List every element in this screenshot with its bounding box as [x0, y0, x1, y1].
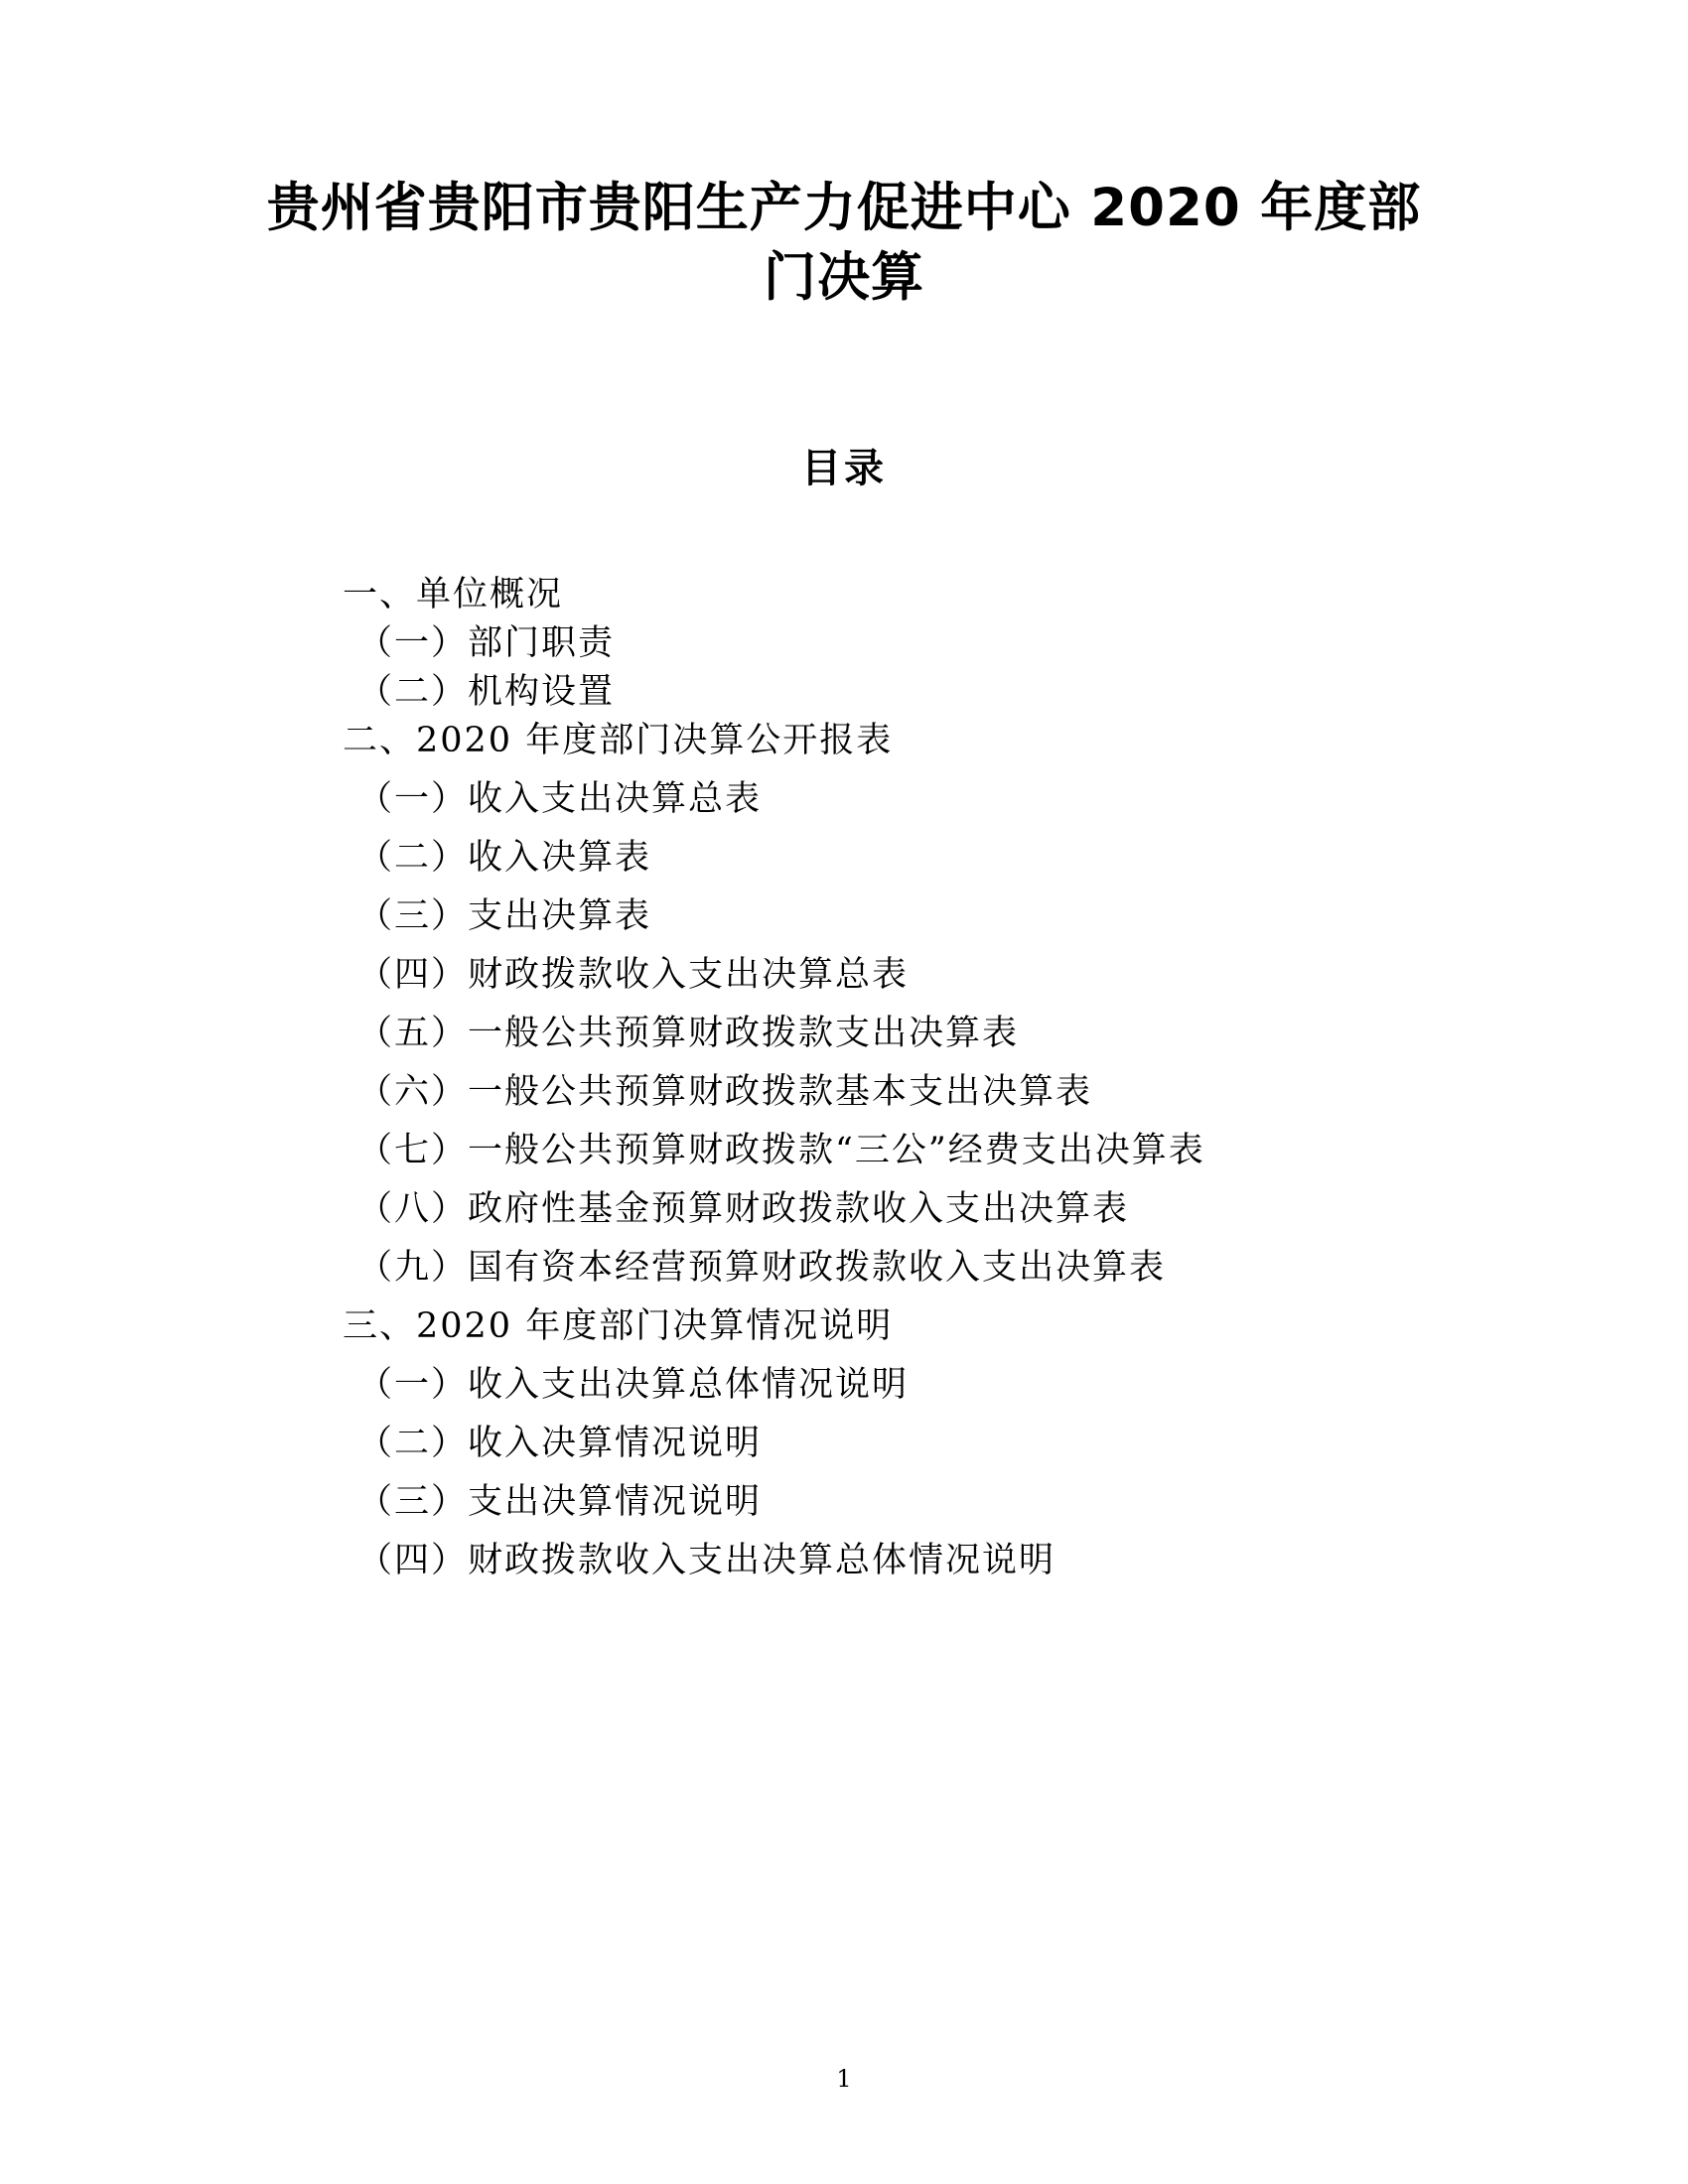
- toc-entry[interactable]: （一）收入支出决算总表: [357, 778, 763, 819]
- toc-entry[interactable]: （七）一般公共预算财政拨款“三公”经费支出决算表: [357, 1130, 1205, 1170]
- toc-entry[interactable]: （四）财政拨款收入支出决算总体情况说明: [357, 1540, 1056, 1580]
- toc-entry[interactable]: （三）支出决算表: [357, 895, 652, 936]
- toc-entry[interactable]: （五）一般公共预算财政拨款支出决算表: [357, 1013, 1020, 1053]
- toc-entry[interactable]: （三）支出决算情况说明: [357, 1481, 763, 1522]
- toc-entry[interactable]: 二、2020 年度部门决算公开报表: [343, 720, 894, 760]
- toc-entry[interactable]: （六）一般公共预算财政拨款基本支出决算表: [357, 1071, 1093, 1112]
- toc-entry[interactable]: （二）机构设置: [357, 671, 616, 712]
- toc-entry[interactable]: （二）收入决算情况说明: [357, 1423, 763, 1463]
- toc-entry[interactable]: （九）国有资本经营预算财政拨款收入支出决算表: [357, 1247, 1167, 1288]
- toc-entry[interactable]: 三、2020 年度部门决算情况说明: [343, 1305, 894, 1346]
- toc-entry[interactable]: （一）部门职责: [357, 622, 616, 663]
- toc-entry[interactable]: （四）财政拨款收入支出决算总表: [357, 954, 910, 995]
- toc-entry[interactable]: 一、单位概况: [343, 574, 564, 614]
- page-number: 1: [836, 2065, 852, 2093]
- toc-entry[interactable]: （一）收入支出决算总体情况说明: [357, 1364, 910, 1405]
- table-of-contents: [258, 574, 1430, 1580]
- page-title: 贵州省贵阳市贵阳生产力促进中心 2020 年度部门决算: [266, 178, 1422, 308]
- toc-heading: 目录: [801, 445, 887, 491]
- toc-entry[interactable]: （二）收入决算表: [357, 837, 652, 878]
- toc-entry[interactable]: （八）政府性基金预算财政拨款收入支出决算表: [357, 1188, 1130, 1229]
